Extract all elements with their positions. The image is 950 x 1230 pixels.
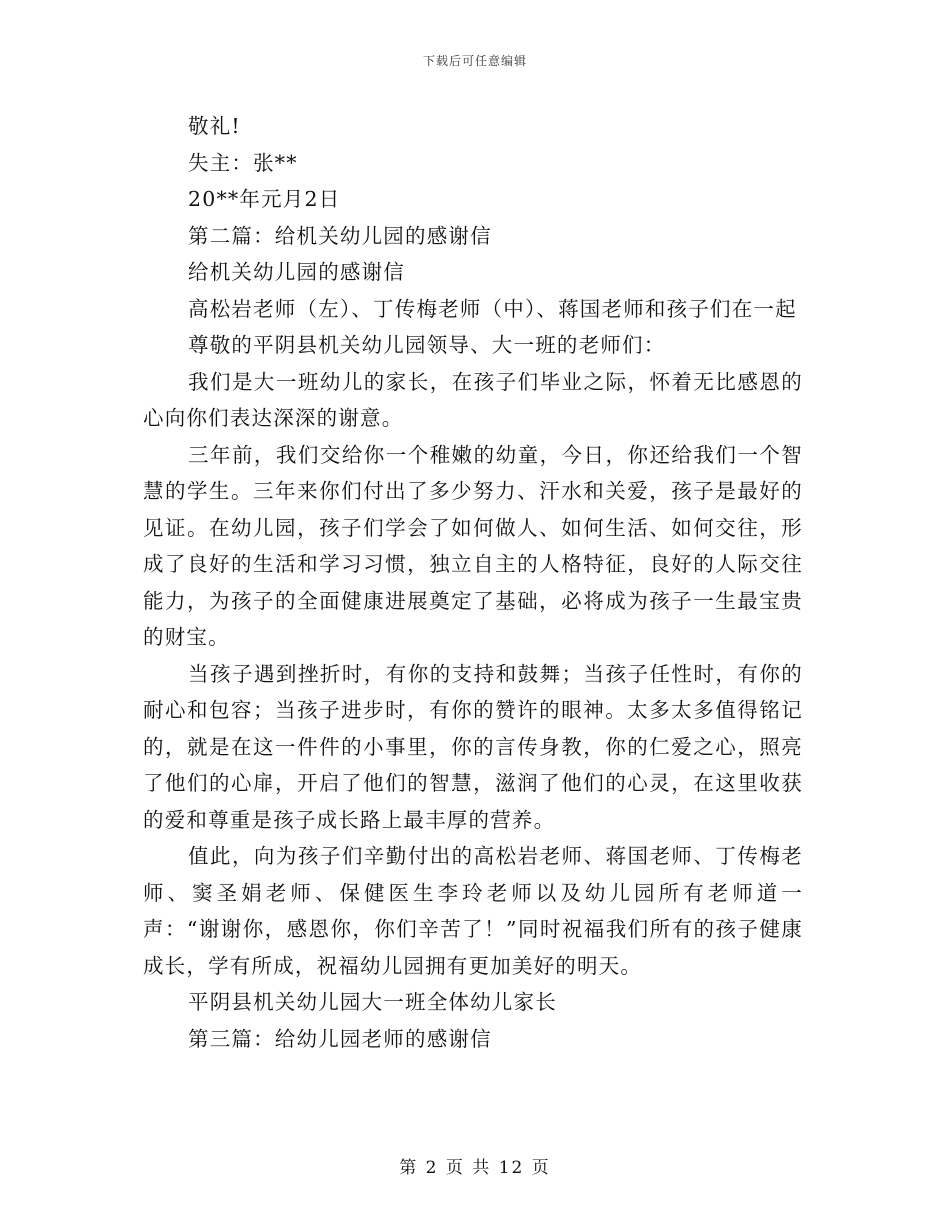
section-heading-2: 第二篇：给机关幼儿园的感谢信 bbox=[188, 223, 492, 248]
letter-greeting: 尊敬的平阴县机关幼儿园领导、大一班的老师们： bbox=[188, 333, 666, 357]
body-paragraph: 当孩子遇到挫折时，有你的支持和鼓舞；当孩子任性时，有你的耐心和包容；当孩子进步时，有你的赞许的眼神。太多太多值得铭记的，就是在这一件件的小事里，你的言传身教，你的仁爱之心，照亮了他们的心扉，开启了他们的智慧，滋润了他们的心灵，在这里收获的爱和尊重是孩子成长路上最丰厚的营养。 bbox=[143, 661, 803, 832]
document-body bbox=[143, 108, 803, 1057]
letter-title: 给机关幼儿园的感谢信 bbox=[188, 260, 405, 284]
photo-caption: 高松岩老师（左）、丁传梅老师（中）、蒋国老师和孩子们在一起 bbox=[188, 296, 797, 321]
body-paragraph: 值此，向为孩子们辛勤付出的高松岩老师、蒋国老师、丁传梅老师、窦圣娟老师、保健医生李玲老师以及幼儿园所有老师道一声：“谢谢你，感恩你，你们辛苦了！”同时祝福我们所有的孩子健康成长，学有所成，祝福幼儿园拥有更加美好的明天。 bbox=[143, 844, 803, 978]
section-heading-3: 第三篇：给幼儿园老师的感谢信 bbox=[188, 1026, 492, 1051]
signature-owner: 失主：张** bbox=[188, 150, 298, 175]
letter-date: 20**年元月2日 bbox=[188, 187, 341, 211]
body-paragraph: 三年前，我们交给你一个稚嫩的幼童，今日，你还给我们一个智慧的学生。三年来你们付出了多少努力、汗水和关爱，孩子是最好的见证。在幼儿园，孩子们学会了如何做人、如何生活、如何交往，形成了良好的生活和学习习惯，独立自主的人格特征，良好的人际交往能力，为孩子的全面健康进展奠定了基础，必将成为孩子一生最宝贵的财宝。 bbox=[143, 442, 803, 649]
page-header: 下载后可任意编辑 bbox=[422, 54, 527, 68]
letter-signature: 平阴县机关幼儿园大一班全体幼儿家长 bbox=[188, 990, 557, 1014]
body-paragraph: 我们是大一班幼儿的家长，在孩子们毕业之际，怀着无比感恩的心向你们表达深深的谢意。 bbox=[143, 369, 803, 430]
page-number: 第 2 页 共 12 页 bbox=[399, 1158, 551, 1178]
closing-salutation: 敬礼! bbox=[188, 114, 241, 138]
